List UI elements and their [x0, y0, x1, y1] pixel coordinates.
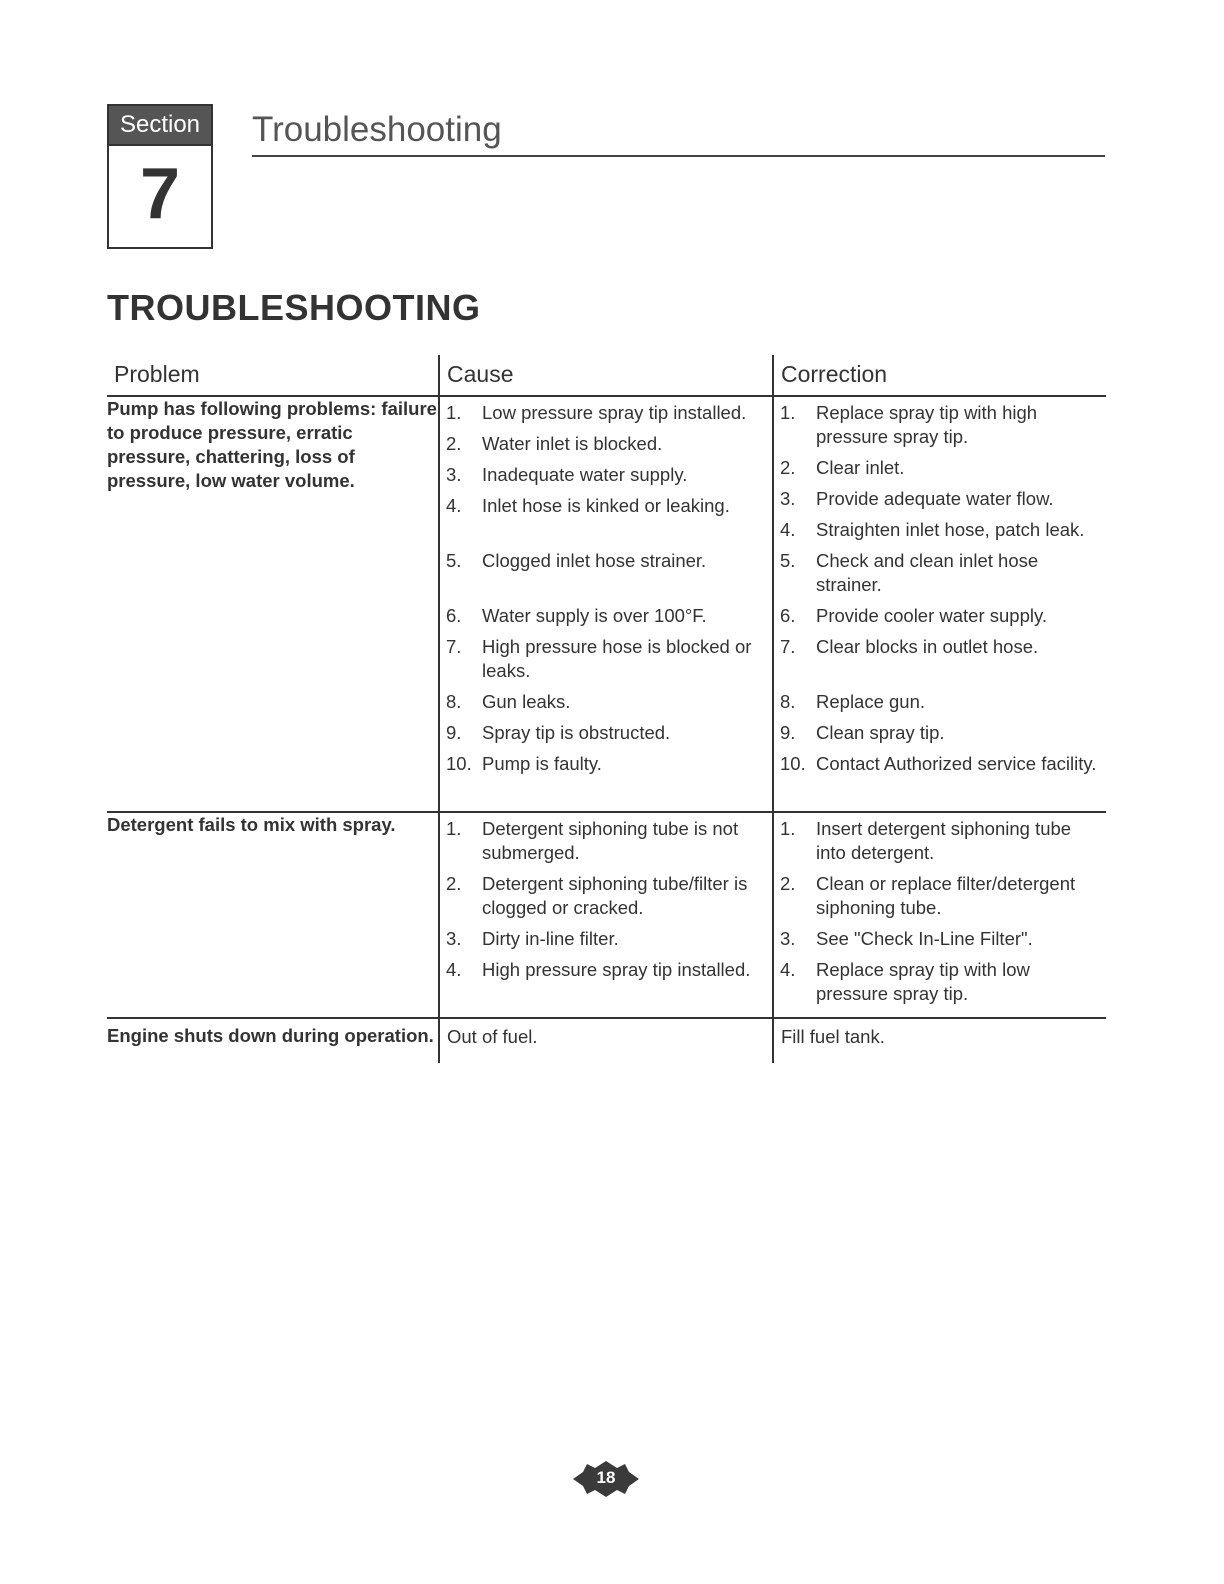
- correction-text: Fill fuel tank.: [781, 1026, 885, 1047]
- cause-text: Pump is faulty.: [482, 753, 602, 774]
- cause-cell: [439, 1018, 773, 1063]
- list-item: 1. Replace spray tip with high pressure spray tip.: [780, 402, 1038, 447]
- table-row: [107, 1018, 1106, 1063]
- cause-text: Gun leaks.: [482, 691, 571, 712]
- table-row: [107, 812, 1106, 1018]
- list-item: 1. Low pressure spray tip installed.: [446, 402, 747, 423]
- table-header-row: [107, 355, 1106, 396]
- list-item: 9. Clean spray tip.: [780, 722, 945, 743]
- correction-text: Replace gun.: [816, 691, 926, 712]
- section-number: 7: [139, 154, 181, 234]
- cause-list: [440, 397, 772, 811]
- correction-text: Insert detergent siphoning tube into detergent.: [816, 818, 1072, 863]
- list-item: 6. Provide cooler water supply.: [780, 605, 1048, 626]
- correction-cell: [773, 812, 1106, 1018]
- list-item: 5. Check and clean inlet hose strainer.: [780, 550, 1039, 595]
- cause-text: Dirty in-line filter.: [482, 928, 619, 949]
- page-title: TROUBLESHOOTING: [107, 287, 481, 328]
- correction-list: [774, 397, 1106, 787]
- header-title: Troubleshooting: [252, 110, 502, 149]
- list-item: 8. Gun leaks.: [446, 691, 571, 712]
- correction-cell: [773, 396, 1106, 812]
- cause-text: Detergent siphoning tube is not submerged.: [482, 818, 739, 863]
- cause-text: Low pressure spray tip installed.: [482, 402, 747, 423]
- cause-text: High pressure hose is blocked or leaks.: [482, 636, 752, 681]
- list-item: 9. Spray tip is obstructed.: [446, 722, 671, 743]
- table-row: [107, 396, 1106, 812]
- correction-text: Straighten inlet hose, patch leak.: [816, 519, 1085, 540]
- correction-list: [774, 813, 1106, 1017]
- section-label: Section: [109, 106, 211, 146]
- correction-text: Provide adequate water flow.: [816, 488, 1054, 509]
- list-item: 2. Detergent siphoning tube/filter is clogged or cracked.: [446, 873, 748, 918]
- list-item: 4. Inlet hose is kinked or leaking.: [446, 495, 730, 516]
- correction-text: Check and clean inlet hose strainer.: [816, 550, 1039, 595]
- correction-text: Clean spray tip.: [816, 722, 945, 743]
- cause-text: Detergent siphoning tube/filter is clogged or cracked.: [482, 873, 748, 918]
- list-item: 3. Provide adequate water flow.: [780, 488, 1054, 509]
- correction-text: See "Check In-Line Filter".: [816, 928, 1033, 949]
- list-item: 5. Clogged inlet hose strainer.: [446, 550, 707, 571]
- list-item: 2. Clean or replace filter/detergent siphoning tube.: [780, 873, 1076, 918]
- cause-text: High pressure spray tip installed.: [482, 959, 751, 980]
- list-item: 4. High pressure spray tip installed.: [446, 959, 751, 980]
- cause-list: [440, 813, 772, 993]
- page-number: 18: [596, 1468, 616, 1487]
- problem-cell: Engine shuts down during operation.: [107, 1025, 434, 1046]
- column-header-problem: Problem: [107, 355, 439, 396]
- list-item: 6. Water supply is over 100°F.: [446, 605, 707, 626]
- list-item: 4. Straighten inlet hose, patch leak.: [780, 519, 1085, 540]
- cause-text: Water inlet is blocked.: [482, 433, 663, 454]
- cause-cell: [439, 396, 773, 812]
- correction-text: Replace spray tip with low pressure spray tip.: [816, 959, 1030, 1004]
- problem-cell: Pump has following problems: failure to produce pressure, erratic pressure, chattering, loss of pressure, low water volume.: [107, 396, 439, 812]
- correction-cell: [773, 1018, 1106, 1063]
- column-header-correction: Correction: [773, 355, 1106, 396]
- cause-cell: [439, 812, 773, 1018]
- correction-text: Replace spray tip with high pressure spray tip.: [816, 402, 1038, 447]
- list-item: 1. Insert detergent siphoning tube into detergent.: [780, 818, 1072, 863]
- correction-text: Provide cooler water supply.: [816, 605, 1048, 626]
- correction-text: Clean or replace filter/detergent siphoning tube.: [816, 873, 1076, 918]
- cause-text: Out of fuel.: [447, 1026, 538, 1047]
- troubleshooting-table: [107, 355, 1106, 1063]
- list-item: 2. Water inlet is blocked.: [446, 433, 663, 454]
- list-item: 10. Contact Authorized service facility.: [780, 753, 1097, 774]
- list-item: 7. High pressure hose is blocked or leaks.: [446, 636, 752, 681]
- header-rule: [252, 155, 1105, 157]
- section-badge: [107, 104, 213, 249]
- list-item: 3. Dirty in-line filter.: [446, 928, 619, 949]
- list-item: 1. Detergent siphoning tube is not submerged.: [446, 818, 739, 863]
- list-item: 3. Inadequate water supply.: [446, 464, 688, 485]
- correction-text: Clear blocks in outlet hose.: [816, 636, 1039, 657]
- list-item: 7. Clear blocks in outlet hose.: [780, 636, 1039, 657]
- cause-text: Spray tip is obstructed.: [482, 722, 671, 743]
- cause-text: Inlet hose is kinked or leaking.: [482, 495, 730, 516]
- list-item: 10. Pump is faulty.: [446, 753, 602, 774]
- cause-text: Clogged inlet hose strainer.: [482, 550, 707, 571]
- list-item: 4. Replace spray tip with low pressure spray tip.: [780, 959, 1030, 1004]
- cause-text: Water supply is over 100°F.: [482, 605, 707, 626]
- list-item: 8. Replace gun.: [780, 691, 926, 712]
- correction-text: Clear inlet.: [816, 457, 905, 478]
- list-item: 3. See "Check In-Line Filter".: [780, 928, 1033, 949]
- cause-text: Inadequate water supply.: [482, 464, 688, 485]
- column-header-cause: Cause: [439, 355, 773, 396]
- problem-cell: Detergent fails to mix with spray.: [107, 812, 439, 1018]
- correction-text: Contact Authorized service facility.: [816, 753, 1097, 774]
- list-item: 2. Clear inlet.: [780, 457, 905, 478]
